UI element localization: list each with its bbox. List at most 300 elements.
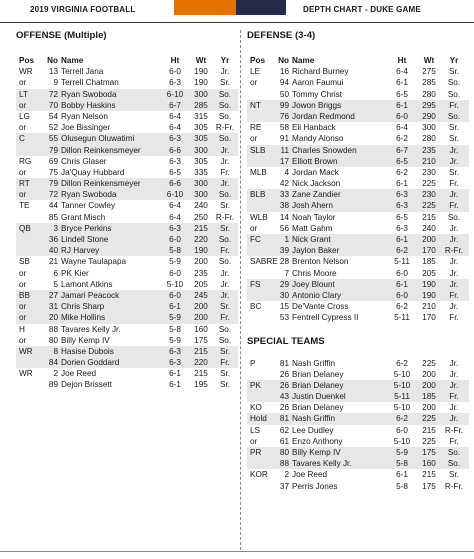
table-row	[247, 212, 469, 223]
cell-pos: KO	[250, 403, 262, 413]
cell-ht: 6-5	[396, 89, 408, 99]
cell-wt: 200	[422, 235, 436, 244]
cell-wt: 285	[422, 78, 436, 88]
cell-name: Ryan Swoboda	[61, 190, 117, 200]
cell-no: 8	[53, 346, 58, 356]
header-wt: Wt	[423, 56, 435, 65]
cell-ht: 6-1	[396, 470, 408, 480]
cell-pos: LT	[19, 89, 28, 99]
defense-column-headers	[247, 55, 469, 66]
header-no: No	[278, 56, 289, 65]
cell-wt: 300	[194, 89, 208, 99]
cell-no: 17	[279, 156, 289, 166]
cell-name: Ja'Quay Hubbard	[61, 167, 125, 177]
cell-wt: 215	[422, 470, 436, 480]
cell-wt: 200	[194, 313, 208, 323]
cell-yr: Jr.	[449, 156, 459, 166]
cell-name: Nash Griffin	[292, 414, 336, 424]
cell-ht: 6-2	[396, 414, 408, 424]
cell-wt: 250	[194, 212, 208, 222]
cell-yr: Sr.	[448, 123, 459, 133]
cell-no: 56	[279, 223, 289, 233]
cell-ht: 6-1	[169, 380, 181, 390]
cell-name: Zane Zandier	[292, 190, 341, 200]
cell-yr: Fr.	[220, 167, 230, 177]
cell-wt: 200	[422, 369, 436, 379]
cell-name: Jordan Redmond	[292, 111, 355, 121]
cell-name: Chris Glaser	[61, 156, 107, 166]
cell-name: Josh Ahern	[292, 201, 333, 211]
table-row	[16, 301, 238, 312]
cell-ht: 6-1	[396, 235, 408, 244]
cell-wt: 225	[422, 414, 436, 424]
header-yr: Yr	[449, 56, 459, 65]
defense-roster-table	[247, 66, 469, 323]
cell-no: 30	[279, 290, 289, 300]
cell-name: Tommy Christ	[292, 89, 343, 99]
cell-pos: RG	[19, 156, 32, 166]
cell-ht: 6-1	[396, 78, 408, 88]
cell-wt: 190	[422, 279, 436, 289]
cell-wt: 170	[422, 246, 436, 256]
cell-ht: 6-5	[396, 156, 408, 166]
table-row	[16, 290, 238, 301]
cell-name: Lee Dudley	[292, 425, 334, 435]
cell-ht: 6-6	[169, 179, 181, 189]
table-row	[16, 100, 238, 111]
cell-name: Noah Taylor	[292, 212, 336, 222]
header-ht: Ht	[170, 56, 180, 65]
cell-no: 80	[48, 335, 58, 345]
cell-ht: 6-3	[396, 201, 408, 211]
cell-name: Perris Jones	[292, 481, 338, 491]
table-row	[247, 402, 469, 413]
cell-name: Eli Hanback	[292, 123, 336, 133]
table-row	[16, 89, 238, 100]
cell-ht: 5-8	[169, 324, 181, 334]
cell-pos: KOR	[250, 470, 268, 480]
cell-no: 91	[279, 134, 289, 144]
cell-no: 69	[48, 156, 58, 166]
table-row	[16, 145, 238, 156]
cell-no: 39	[279, 246, 289, 256]
cell-yr: R-Fr.	[215, 123, 235, 133]
cell-pos: PR	[250, 448, 262, 457]
cell-yr: So.	[447, 78, 461, 88]
table-row	[16, 200, 238, 211]
cell-no: 79	[48, 145, 58, 155]
offense-column-headers	[16, 55, 238, 66]
header-wt: Wt	[195, 56, 207, 65]
cell-ht: 6-4	[396, 67, 408, 77]
cell-ht: 6-4	[169, 123, 181, 133]
cell-wt: 300	[194, 145, 208, 155]
cell-name: Ryan Swoboda	[61, 89, 117, 99]
cell-pos: LS	[250, 425, 261, 435]
cell-yr: Sr.	[219, 201, 230, 211]
cell-no: 88	[279, 459, 289, 469]
cell-wt: 305	[194, 123, 208, 133]
cell-ht: 5-8	[169, 246, 181, 256]
cell-name: Bobby Haskins	[61, 100, 116, 110]
cell-name: Aaron Faumui	[292, 78, 344, 88]
cell-yr: So.	[218, 335, 232, 345]
cell-pos: Hold	[250, 414, 267, 424]
cell-pos: BLB	[250, 190, 266, 200]
table-row	[247, 167, 469, 178]
cell-yr: Jr.	[449, 190, 459, 200]
cell-name: Elliott Brown	[292, 156, 338, 166]
cell-ht: 6-0	[396, 268, 408, 278]
cell-no: 76	[279, 111, 289, 121]
cell-ht: 5-11	[394, 257, 410, 267]
cell-yr: So.	[447, 212, 461, 222]
cell-wt: 225	[422, 358, 436, 368]
cell-no: 99	[279, 100, 289, 110]
cell-pos: LE	[250, 67, 261, 77]
table-row	[247, 100, 469, 111]
header-left-title: 2019 VIRGINIA FOOTBALL	[30, 5, 136, 14]
cell-no: 13	[48, 67, 58, 77]
cell-name: Fentrell Cypress II	[292, 313, 359, 323]
cell-no: 4	[284, 167, 289, 177]
cell-ht: 6-5	[396, 212, 408, 222]
cell-pos: BC	[250, 302, 262, 312]
cell-no: 16	[279, 67, 289, 77]
cell-wt: 290	[422, 111, 436, 121]
cell-yr: Fr.	[449, 201, 459, 211]
cell-wt: 215	[194, 369, 208, 379]
cell-ht: 5-9	[169, 257, 181, 267]
cell-name: Jordan Mack	[292, 167, 339, 177]
cell-no: 15	[279, 302, 289, 312]
cell-yr: Jr.	[449, 257, 459, 267]
cell-pos: FC	[250, 235, 261, 244]
cell-yr: So.	[447, 448, 461, 457]
orange-color-band	[174, 0, 236, 15]
cell-wt: 205	[194, 279, 208, 289]
cell-name: Brenton Nelson	[292, 257, 349, 267]
cell-yr: Jr.	[449, 414, 459, 424]
cell-wt: 215	[422, 212, 436, 222]
cell-pos: or	[250, 134, 258, 144]
table-row	[16, 156, 238, 167]
cell-yr: Jr.	[220, 67, 230, 77]
table-row	[247, 111, 469, 122]
table-row	[247, 369, 469, 380]
cell-pos: QB	[19, 223, 31, 233]
cell-yr: Fr.	[220, 358, 230, 368]
cell-pos: PK	[250, 380, 261, 390]
cell-yr: So.	[218, 257, 232, 267]
cell-wt: 200	[194, 302, 208, 312]
cell-pos: C	[19, 134, 25, 144]
cell-ht: 5-10	[393, 436, 411, 446]
cell-name: Lindell Stone	[61, 235, 109, 244]
cell-wt: 200	[194, 257, 208, 267]
table-row	[16, 324, 238, 335]
table-row	[247, 66, 469, 77]
cell-wt: 300	[194, 190, 208, 200]
cell-no: 94	[279, 78, 289, 88]
table-row	[247, 458, 469, 469]
cell-yr: Fr.	[449, 436, 459, 446]
cell-yr: Fr.	[449, 392, 459, 402]
cell-no: 61	[279, 436, 289, 446]
cell-yr: Jr.	[220, 156, 230, 166]
cell-wt: 195	[194, 380, 208, 390]
cell-name: Hasise Dubois	[61, 346, 114, 356]
cell-wt: 220	[194, 235, 208, 244]
cell-ht: 6-2	[396, 246, 408, 256]
cell-name: Joe Reed	[292, 470, 328, 480]
cell-name: Jaylon Baker	[292, 246, 340, 256]
cell-name: RJ Harvey	[61, 246, 100, 256]
cell-no: 38	[279, 201, 289, 211]
cell-yr: So.	[447, 89, 461, 99]
cell-pos: MLB	[250, 167, 267, 177]
cell-wt: 300	[422, 123, 436, 133]
cell-ht: 6-3	[169, 346, 181, 356]
cell-no: 42	[279, 179, 289, 189]
table-row	[247, 156, 469, 167]
cell-wt: 190	[194, 246, 208, 256]
cell-ht: 6-4	[396, 123, 408, 133]
cell-yr: Jr.	[449, 145, 459, 155]
cell-name: Olusegun Oluwatimi	[61, 134, 135, 144]
cell-yr: Sr.	[448, 134, 459, 144]
cell-yr: Jr.	[449, 235, 459, 244]
header-ht: Ht	[397, 56, 407, 65]
table-row	[16, 122, 238, 133]
cell-name: Billy Kemp IV	[292, 448, 341, 457]
cell-yr: Jr.	[449, 403, 459, 413]
table-row	[16, 66, 238, 77]
cell-ht: 6-1	[396, 179, 408, 189]
header-pos: Pos	[250, 56, 266, 65]
defense-section-title: DEFENSE (3-4)	[247, 30, 316, 41]
top-header-bar	[0, 0, 474, 22]
defense-column	[247, 29, 469, 492]
cell-name: Nick Grant	[292, 235, 331, 244]
cell-ht: 5-11	[394, 392, 410, 402]
cell-wt: 210	[422, 302, 436, 312]
cell-wt: 240	[422, 223, 436, 233]
cell-no: 29	[279, 279, 289, 289]
cell-wt: 295	[422, 100, 436, 110]
cell-wt: 240	[194, 201, 208, 211]
cell-name: Matt Gahm	[292, 223, 333, 233]
cell-yr: Jr.	[449, 369, 459, 379]
cell-pos: or	[19, 335, 27, 345]
table-row	[16, 223, 238, 234]
cell-wt: 160	[194, 324, 208, 334]
table-row	[16, 189, 238, 200]
table-row	[247, 436, 469, 447]
table-row	[247, 447, 469, 458]
table-row	[16, 167, 238, 178]
cell-no: 27	[48, 290, 58, 300]
cell-yr: Sr.	[219, 78, 230, 88]
cell-no: 40	[48, 246, 58, 256]
table-row	[247, 178, 469, 189]
cell-pos: SB	[19, 257, 30, 267]
special-teams-roster-table	[247, 358, 469, 492]
cell-wt: 175	[422, 448, 436, 457]
cell-pos: SLB	[250, 145, 266, 155]
cell-pos: WR	[19, 369, 33, 379]
cell-pos: RE	[250, 123, 262, 133]
header-yr: Yr	[220, 56, 230, 65]
cell-yr: R-Fr.	[215, 212, 235, 222]
cell-ht: 6-1	[396, 279, 408, 289]
cell-ht: 5-9	[169, 313, 181, 323]
table-row	[247, 301, 469, 312]
cell-ht: 6-3	[396, 190, 408, 200]
cell-yr: Sr.	[448, 67, 459, 77]
cell-no: 55	[48, 134, 58, 144]
cell-yr: So.	[218, 235, 232, 244]
cell-wt: 205	[422, 268, 436, 278]
table-row	[247, 89, 469, 100]
cell-ht: 6-3	[169, 223, 181, 233]
table-row	[247, 290, 469, 301]
cell-name: Lamont Atkins	[61, 279, 113, 289]
cell-ht: 5-10	[393, 380, 411, 390]
cell-no: 72	[48, 190, 58, 200]
cell-pos: or	[250, 78, 258, 88]
cell-wt: 190	[194, 67, 208, 77]
cell-pos: or	[19, 190, 27, 200]
cell-name: Dillon Reinkensmeyer	[61, 179, 141, 189]
cell-yr: So.	[447, 459, 461, 469]
cell-yr: Fr.	[220, 313, 230, 323]
table-row	[16, 368, 238, 379]
cell-wt: 200	[422, 403, 436, 413]
cell-no: 36	[48, 235, 58, 244]
cell-name: Grant Misch	[61, 212, 106, 222]
cell-yr: So.	[218, 89, 232, 99]
cell-ht: 6-3	[169, 78, 181, 88]
cell-pos: SABRE	[250, 257, 278, 267]
cell-wt: 230	[422, 167, 436, 177]
table-row	[247, 200, 469, 211]
table-row	[247, 481, 469, 492]
cell-name: Joe Bissinger	[61, 123, 111, 133]
cell-wt: 235	[194, 268, 208, 278]
cell-yr: So.	[218, 111, 232, 121]
table-row	[16, 346, 238, 357]
cell-no: 75	[48, 167, 58, 177]
cell-no: 28	[279, 257, 289, 267]
cell-ht: 6-4	[169, 111, 181, 121]
cell-name: Brian Delaney	[292, 369, 344, 379]
cell-pos: WR	[19, 67, 33, 77]
cell-wt: 280	[422, 134, 436, 144]
cell-ht: 6-6	[169, 145, 181, 155]
cell-no: 11	[280, 145, 289, 155]
cell-wt: 235	[422, 145, 436, 155]
cell-pos: or	[19, 302, 27, 312]
header-name: Name	[61, 56, 84, 65]
cell-name: Joey Blount	[292, 279, 335, 289]
cell-ht: 6-4	[169, 212, 181, 222]
cell-yr: Jr.	[449, 268, 459, 278]
cell-wt: 225	[422, 436, 436, 446]
cell-ht: 6-0	[396, 425, 408, 435]
cell-ht: 6-2	[396, 134, 408, 144]
cell-no: 3	[53, 223, 58, 233]
cell-pos: WLB	[250, 212, 268, 222]
cell-yr: Jr.	[449, 279, 459, 289]
cell-yr: Sr.	[448, 470, 459, 480]
cell-name: Joe Reed	[61, 369, 97, 379]
cell-no: 31	[48, 302, 58, 312]
cell-name: Nick Jackson	[292, 179, 341, 189]
cell-name: De'Vante Cross	[292, 302, 349, 312]
cell-no: 9	[53, 78, 58, 88]
cell-ht: 6-3	[169, 134, 181, 144]
cell-wt: 220	[194, 358, 208, 368]
cell-name: Mandy Alonso	[292, 134, 344, 144]
cell-no: 81	[279, 414, 289, 424]
cell-yr: Jr.	[220, 290, 230, 300]
cell-name: Brian Delaney	[292, 380, 344, 390]
table-row	[247, 312, 469, 323]
cell-ht: 5-10	[393, 403, 411, 413]
cell-wt: 315	[194, 111, 208, 121]
cell-name: Enzo Anthony	[292, 436, 343, 446]
cell-pos: or	[250, 223, 258, 233]
offense-column	[16, 29, 238, 391]
cell-name: Richard Burney	[292, 67, 349, 77]
cell-yr: So.	[218, 324, 232, 334]
cell-yr: Fr.	[449, 100, 459, 110]
header-rule	[0, 22, 474, 23]
cell-ht: 6-1	[169, 302, 181, 312]
cell-ht: 6-3	[169, 156, 181, 166]
cell-no: 79	[48, 179, 58, 189]
cell-no: 7	[284, 268, 289, 278]
table-row	[16, 312, 238, 323]
cell-no: 2	[53, 369, 58, 379]
cell-yr: Jr.	[220, 268, 230, 278]
cell-yr: Jr.	[220, 179, 230, 189]
cell-ht: 6-2	[396, 358, 408, 368]
cell-wt: 170	[422, 313, 436, 323]
cell-no: 54	[48, 111, 58, 121]
cell-name: Brian Delaney	[292, 403, 344, 413]
cell-name: Terrell Chatman	[61, 78, 119, 88]
cell-pos: NT	[250, 100, 261, 110]
table-row	[16, 178, 238, 189]
cell-pos: or	[19, 313, 27, 323]
cell-no: 81	[279, 358, 289, 368]
cell-yr: So.	[218, 134, 232, 144]
cell-yr: Jr.	[449, 380, 459, 390]
table-row	[16, 335, 238, 346]
cell-no: 70	[48, 100, 58, 110]
cell-wt: 185	[422, 257, 436, 267]
table-row	[247, 391, 469, 402]
cell-ht: 5-8	[396, 459, 408, 469]
cell-wt: 190	[422, 290, 436, 300]
cell-yr: R-Fr.	[444, 425, 464, 435]
navy-color-band	[236, 0, 286, 15]
table-row	[247, 234, 469, 245]
offense-section-title: OFFENSE (Multiple)	[16, 30, 107, 41]
cell-name: Jamari Peacock	[61, 290, 120, 300]
